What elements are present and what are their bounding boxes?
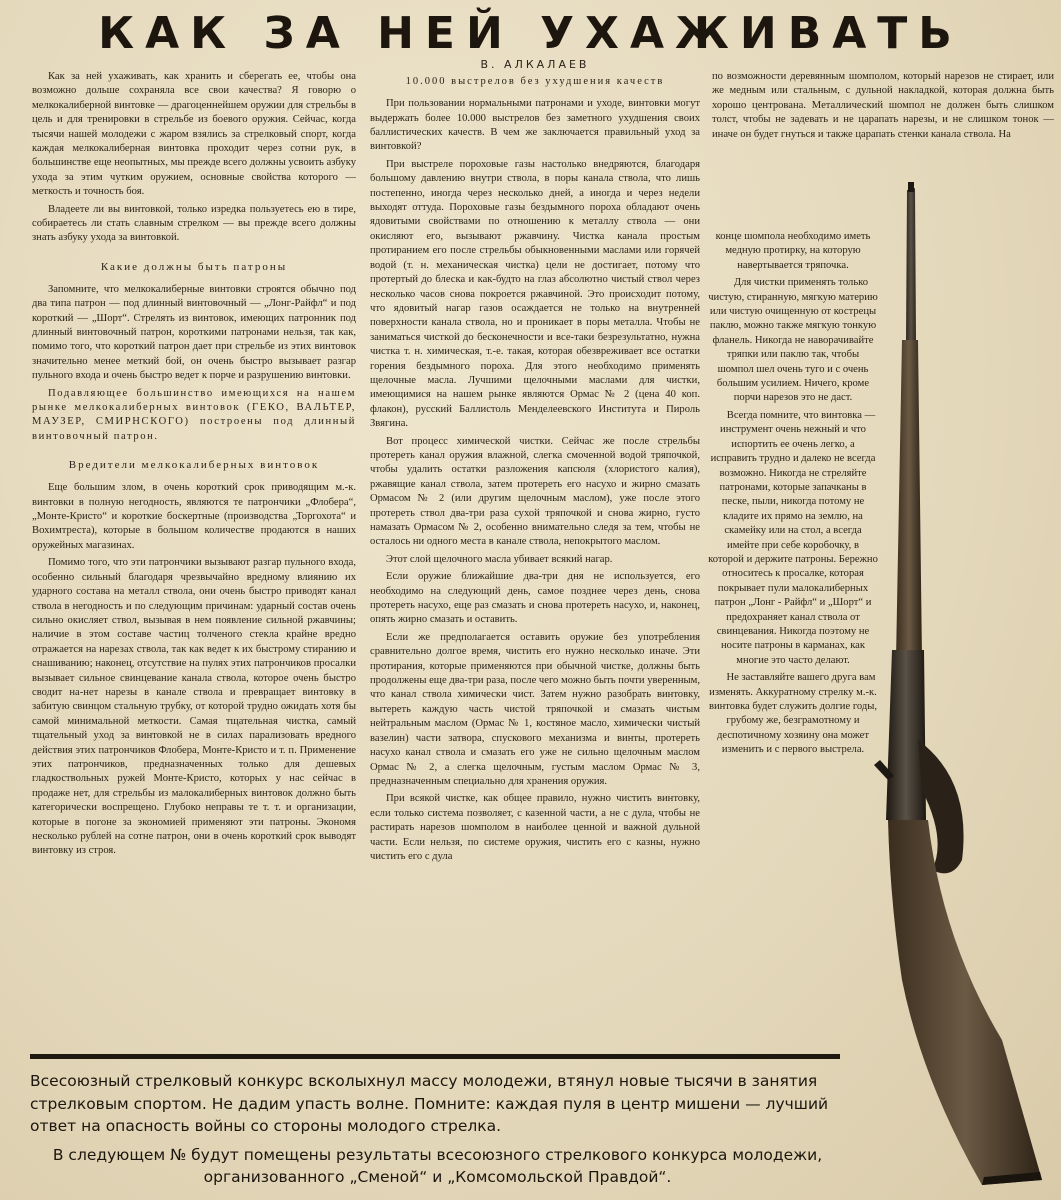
body-paragraph: по возможности деревянным шомполом, который нарезов не стирает, или же медным или стальным, с дульной накладкой, которая должна быть хорошо центрована. Металлический шомпол не должен быть слишком толст, чтобы не задевать и не царапать нарезы, и не слишком тонок — иначе он будет гнуться и также царапать стенки канала ствола. На [712,71,1054,140]
body-paragraph: При всякой чистке, как общее правило, нужно чистить винтовку, если только система позволяет, с казенной части, а не с дула, чтобы не растирать нарезов шомполом в наиболее ценной и важной дульной части. Если нельзя, по системе оружия, чистить его с казны, нужно чистить его с дула [370,793,700,862]
subheading-cartridges: Какие должны быть патроны [100,260,288,273]
body-paragraph: Если оружие ближайшие два-три дня не используется, его необходимо на следующий день, самое позднее через день, снова протереть насухо, еще раз смазать и снова протереть насухо, и, наконец, опять жирно смазать и оставить. [370,571,700,626]
author-byline: В. АЛКАЛАЕВ [480,58,590,71]
body-paragraph: Если же предполагается оставить оружие без употребления сравнительно долгое время, чистить его нужно несколько иначе. Эти протирания, которые применяются при обычной чистке, должны быть продолжены еще два-три раза, после чего можно быть почти уверенным, что канал ствола химически чист. Затем нужно разобрать винтовку, вытереть каждую часть чистой тряпочкой и смазать чистым нейтральным маслом (Ормас № 1, костяное масло, химически чистый вазелин) части затвора, спускового механизма и винты, протереть насухо канал ствола и смазать его уже не сильно щелочным маслом Ормас № 2, а слегка щелочным, густым маслом Ормас № 3, предназначенным специально для хранения оружия. [370,631,700,787]
body-paragraph: При выстреле пороховые газы настолько внедряются, благодаря большому давлению внутри ствола, в поры канала ствола, что лишь постепенно, иногда через несколько дней, а иногда и через недели выходят оттуда. Пороховые газы бездымного пороха обладают очень ядовитыми свойствами по отношению к металлу ствола — они окисляют его, вызывают ржавчину. Чистка канала простым протиранием его после стрельбы обыкновенными маслами или горячей водой (т. н. механическая чистка) цели не достигает, потому что протертый до блеска и как-будто на глаз абсолютно чистый ствол через несколько часов снова покроется ржавчиной. Это происходит потому, что ядовитый нагар газов осаждается не только на внутренней поверхности канала ствола, но и проникает в поры металла. Чтобы не заниматься чисткой до бесконечности и все-таки безрезультатно, нужна чистка т. н. химическая, т.-е. такая, которая обезвреживает все остатки горения бездымного пороха. Для этого необходимо применять щелочные масла. Лучшими щелочными маслами для чистки, имеющимися на нашем рынке являются Ормас № 2 (цена 40 коп. флакон), русский Баллистоль Менделеевского Института и Пироль Звягина. [370,158,700,430]
next-issue-block [30,1144,845,1188]
cartridges-paragraph: Запомните, что мелкокалиберные винтовки строятся обычно под два типа патрон — под длинный винтовочный — „Лонг-Райфл“ и под короткий — „Шорт“. Стрелять из винтовок, имеющих патронник под длинный винтовочный патрон, короткими патронами нельзя, так как, помимо того, что короткий патрон дает при стрельбе из этих винтовок значительно менее меткий бой, он очень быстро вызывает разгар пульного входа и очень быстро ведет к порче и разрушению винтовки. [32,283,356,382]
next-issue-text: В следующем № будут помещены результаты всесоюзного стрелкового конкурса молодежи, организованного „Сменой“ и „Комсомольской Правдой“. [52,1146,823,1186]
rifle-illustration [852,180,1057,1190]
body-paragraph: При пользовании нормальными патронами и уходе, винтовки могут выдержать более 10.000 выстрелов без заметного ухудшения своих баллистических качеств. В чем же заключается правильный уход за винтовкой? [370,98,700,153]
article-subtitle: 10.000 выстрелов без ухудшения качеств [405,75,665,87]
appeal-block [30,1070,845,1138]
column-1 [32,70,356,1040]
intro-paragraph: Как за ней ухаживать, как хранить и сберегать ее, чтобы она возможно дольше сохраняла все свои качества? Я говорю о мелкокалиберной винтовке — драгоценнейшем оружии для стрельбы в цель и для тренировки в стрельбе из боевого оружия. Сейчас, когда тысячи нашей молодежи с жаром взялись за стрелковый спорт, когда каждая мелкокалиберная винтовка проходит через сотни рук, в большинстве еще неопытных, мы прежде всего должны усвоить азбуку ухода за этим чутким оружием, основные свойства которого — меткость и точность боя. [32,71,356,198]
pests-paragraph: Еще большим злом, в очень короткий срок приводящим м.-к. винтовки в полную негодность, являются те патрончики „Флобера“, „Монте-Кристо“ и короткие боскертные (производства „Торгохота“ и Вохимтреста), которые в большом количестве продаются в наших оружейных магазинах. [32,482,356,551]
intro-paragraph: Владеете ли вы винтовкой, только изредка пользуетесь ею в тире, собираетесь ли стать славным стрелком — вы прежде всего должны знать азбуку ухода за винтовкой. [32,203,356,244]
receiver-shape [886,650,926,820]
body-paragraph: Этот слой щелочного масла убивает всякий нагар. [386,553,613,565]
body-paragraph: Вот процесс химической чистки. Сейчас же после стрельбы протереть канал оружия влажной, слегка смоченной водой тряпочкой, чтобы удалить остатки разложения капсюля (хлористого калия), ржавящие канал ствола, затем протереть его насухо и жирно смазать Ормасом № 2 (или другим щелочным маслом), уже после этого протереть ствол два-три раза сухой тряпочкой и снова жирно, густо намазать Ормасом № 2, особенно внимательно следя за тем, чтобы не осталось ни одного места в канале ствола, непокрытого маслом. [370,435,700,548]
body-paragraph: Всегда помните, что винтовка — инструмент очень нежный и что испортить ее очень легко, а исправить трудно и далеко не всегда возможно. Никогда не стреляйте патронами, которые запачканы в песке, пыли, никогда потому не кладите их прямо на землю, на скамейку или на стол, а всегда имейте при себе коробочку, в которой и держите патроны. Бережно относитесь к просалке, которая покрывает пули малокалиберных патрон „Лонг - Райфл“ и „Шорт“ и предохраняет канал ствола от свинцевания. Никогда поэтому не носите патроны в карманах, как многие это часто делают. [708,409,878,666]
body-paragraph: Не заставляйте вашего друга вам изменять. Аккуратному стрелку м.-к. винтовка будет служить долгие годы, грубому же, безграмотному и деспотичному хозяину она может изменить и с первого выстрела. [708,672,878,756]
divider-rule [30,1054,840,1059]
pests-paragraph: Помимо того, что эти патрончики вызывают разгар пульного входа, особенно сильный благодаря чрезвычайно вредному влиянию их ударного состава на металл ствола, они очень быстро приводят канал ствола в негодность и по следующим причинам: ударный состав очень сильно окисляет ствол, вызывая в нем появление сильной ржавчины; наличие в этом составе частиц толченого стекла крайне вредно отражается на нарезах ствола, так как ведет к их быстрому стиранию и снашиванию; наконец, отсутствие на пулях этих патрончиков просалки вызывает сильное свинцевание канала ствола, которое очень быстро сводит на-нет нарезы в канале ствола и превращает винтовку в забитую свинцом стальную трубку, от которой трудно ожидать хотя бы самой минимальной меткости. Самая тщательная чистка, самый тщательный уход за винтовкой не в силах парализовать вредного действия этих патрончиков Флобера, Монте-Кристо и т. п. Применение этих патрончиков, предназначенных только для дешевых гладкоствольных ружей Монте-Кристо, которых у нас сейчас в продаже нет, для стрельбы из малокалиберных винтовок должно быть категорически воспрещено. Глубоко неправы те т. т. и организации, которые в погоне за экономией применяют эти патроны. Экономя несколько рублей на сотне патрон, они в очень короткий срок выводят винтовку из строя. [32,557,356,857]
forestock-shape [896,340,922,660]
cartridges-spaced-paragraph: Подавляющее большинство имеющихся на нашем рынке мелкокалиберных винтовок (ГЕКО, ВАЛЬТЕР, МАУЗЕР, СМИРНСКОГО) построены под длинный винтовочный патрон. [32,387,356,442]
headline: КАК ЗА НЕЙ УХАЖИВАТЬ [98,8,963,59]
column-2 [370,58,700,1028]
body-paragraph: Для чистки применять только чистую, стиранную, мягкую материю или чистую очищенную от кострецы паклю, можно также мягкую тонкую фланель. Никогда не наворачивайте тряпки или паклю так, чтобы шомпол шел очень туго и с очень большим усилием. Ничего, кроме порчи нарезов это не даст. [708,277,878,404]
subheading-pests: Вредители мелкокалиберных винтовок [68,459,320,472]
body-paragraph: конце шомпола необходимо иметь медную протирку, на которую навертывается тряпочка. [715,231,871,271]
appeal-text: Всесоюзный стрелковый конкурс всколыхнул массу молодежи, втянул новые тысячи в занятия стрелковым спортом. Не дадим упасть волне. Помните: каждая пуля в центр мишени — лучший ответ на опасность войны со стороны молодого стрелка. [30,1072,829,1136]
buttstock-shape [888,820,1042,1185]
